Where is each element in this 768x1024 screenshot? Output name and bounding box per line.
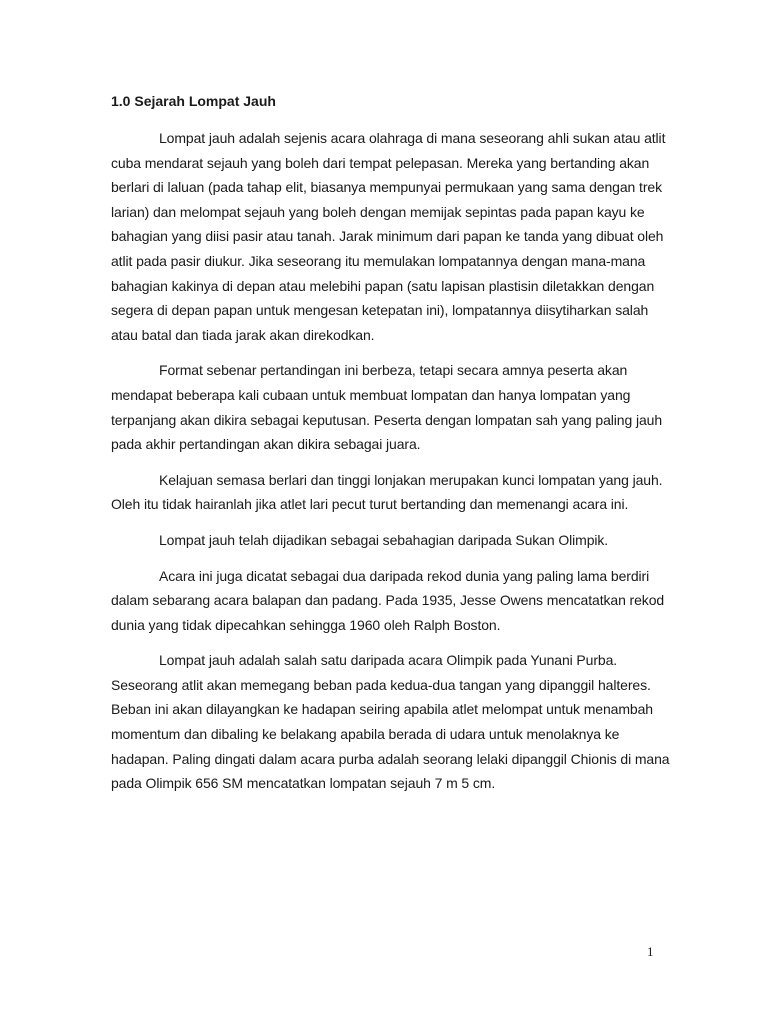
- paragraph: Lompat jauh adalah salah satu daripada acara Olimpik pada Yunani Purba. Seseorang atlit akan memegang beban pada kedua-dua tangan yang dipanggil halteres. Beban ini akan dilayangkan ke hadapan seiring apabila atlet melompat untuk menambah momentum dan dibaling ke belakang apabila berada di udara untuk menolaknya ke hadapan. Paling dingati dalam acara purba adalah seorang lelaki dipanggil Chionis di mana pada Olimpik 656 SM mencatatkan lompatan sejauh 7 m 5 cm.: [111, 652, 670, 792]
- paragraph: Acara ini juga dicatat sebagai dua daripada rekod dunia yang paling lama berdiri dalam sebarang acara balapan dan padang. Pada 1935, Jesse Owens mencatatkan rekod dunia yang tidak dipecahkan sehingga 1960 oleh Ralph Boston.: [111, 567, 665, 633]
- paragraph: Lompat jauh adalah sejenis acara olahraga di mana seseorang ahli sukan atau atlit cuba mendarat sejauh yang boleh dari tempat pelepasan. Mereka yang bertanding akan berlari di laluan (pada tahap elit, biasanya mempunyai permukaan yang sama dengan trek larian) dan melompat sejauh yang boleh dengan memijak sepintas pada papan kayu ke bahagian yang diisi pasir atau tanah. Jarak minimum dari papan ke tanda yang dibuat oleh atlit pada pasir diukur. Jika seseorang itu memulakan lompatannya dengan mana-mana bahagian kakinya di depan atau melebihi papan (satu lapisan plastisin diletakkan dengan segera di depan papan untuk mengesan ketepatan ini), lompatannya diisytiharkan salah atau batal dan tiada jarak akan direkodkan.: [111, 130, 666, 343]
- page-number: 1: [647, 944, 654, 959]
- section-heading: 1.0 Sejarah Lompat Jauh: [111, 93, 276, 109]
- paragraph: Lompat jauh telah dijadikan sebagai sebahagian daripada Sukan Olimpik.: [159, 531, 609, 548]
- body-text: [111, 126, 671, 807]
- paragraph: Kelajuan semasa berlari dan tinggi lonjakan merupakan kunci lompatan yang jauh. Oleh itu tidak hairanlah jika atlet lari pecut turut bertanding dan memenangi acara ini.: [111, 471, 663, 513]
- paragraph: Format sebenar pertandingan ini berbeza, tetapi secara amnya peserta akan mendapat beberapa kali cubaan untuk membuat lompatan dan hanya lompatan yang terpanjang akan dikira sebagai keputusan. Peserta dengan lompatan sah yang paling jauh pada akhir pertandingan akan dikira sebagai juara.: [111, 362, 663, 453]
